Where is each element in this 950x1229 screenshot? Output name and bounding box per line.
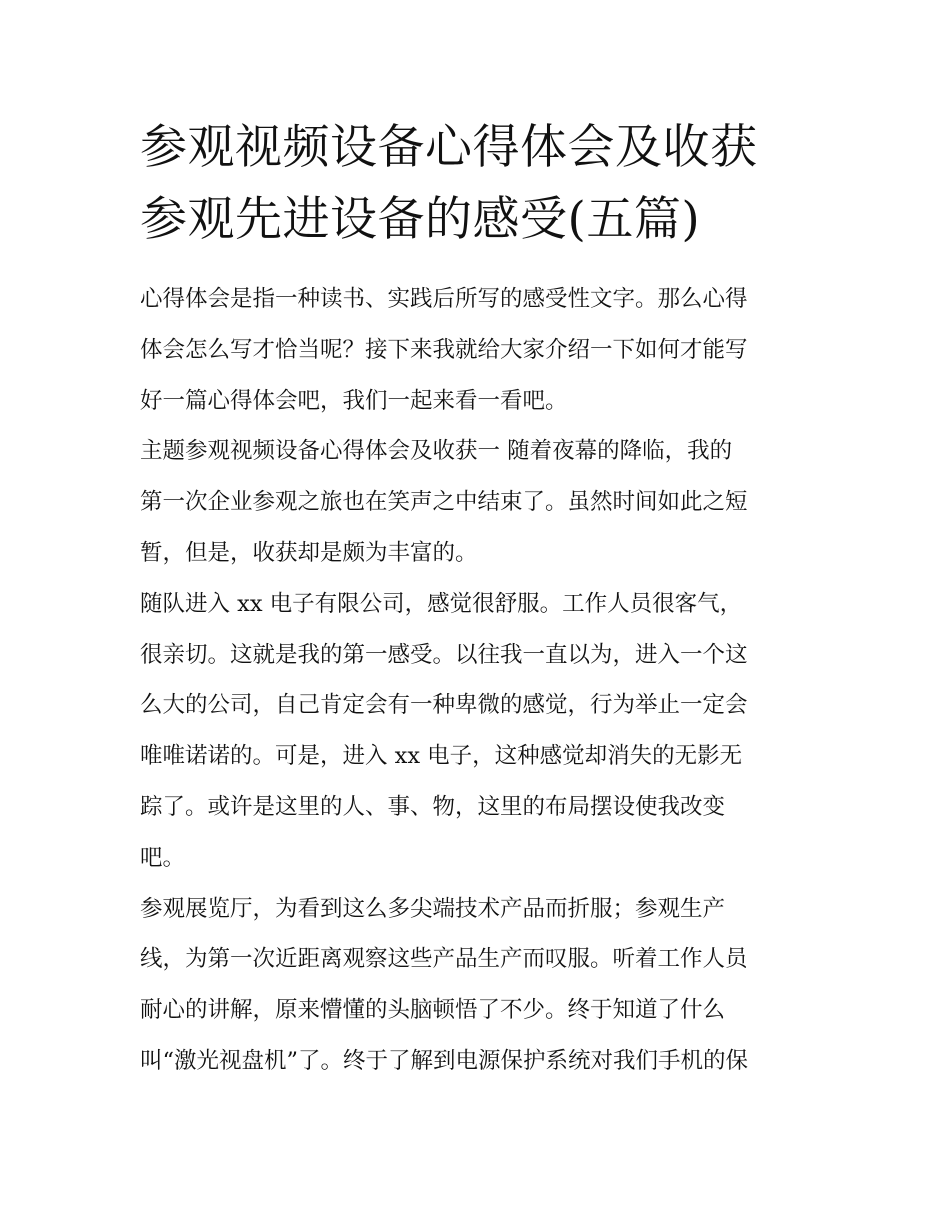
- text-line: 线，为第一次近距离观察这些产品生产而叹服。听着工作人员: [140, 946, 748, 973]
- text-line: 耐心的讲解，原来懵懂的头脑顿悟了不少。终于知道了什么: [140, 997, 726, 1024]
- paragraph-visit: [140, 579, 815, 884]
- text-line: 主题参观视频设备心得体会及收获一 随着夜幕的降临，我的: [140, 438, 733, 465]
- text-line: 好一篇心得体会吧，我们一起来看一看吧。: [140, 387, 568, 414]
- text-line: 吧。: [140, 844, 186, 871]
- text-line: 心得体会是指一种读书、实践后所写的感受性文字。那么心得: [140, 286, 748, 312]
- text-line: 唯唯诺诺的。可是，进入 xx 电子，这种感觉却消失的无影无: [140, 743, 743, 770]
- text-line: 很亲切。这就是我的第一感受。以往我一直以为，进入一个这: [140, 641, 748, 668]
- title-line: 参观视频设备心得体会及收获: [140, 120, 758, 175]
- text-line: 叫“激光视盘机”了。终于了解到电源保护系统对我们手机的保: [140, 1047, 749, 1074]
- text-line: 踪了。或许是这里的人、事、物，这里的布局摆设使我改变: [140, 793, 726, 820]
- text-line: 么大的公司，自己肯定会有一种卑微的感觉，行为举止一定会: [140, 692, 748, 719]
- text-line: 参观展览厅，为看到这么多尖端技术产品而折服；参观生产: [140, 895, 726, 922]
- text-line: 暂，但是，收获却是颇为丰富的。: [140, 539, 478, 566]
- text-line: 随队进入 xx 电子有限公司，感觉很舒服。工作人员很客气，: [140, 590, 743, 617]
- text-line: 体会怎么写才恰当呢？接下来我就给大家介绍一下如何才能写: [140, 336, 748, 363]
- text-line: 第一次企业参观之旅也在笑声之中结束了。虽然时间如此之短: [140, 489, 748, 516]
- paragraph-theme: [140, 426, 815, 578]
- document-body: [140, 112, 815, 1087]
- paragraph-intro: [140, 274, 815, 426]
- document-title: [140, 112, 815, 256]
- title-line: 参观先进设备的感受(五篇): [140, 192, 701, 247]
- paragraph-exhibition: [140, 884, 815, 1087]
